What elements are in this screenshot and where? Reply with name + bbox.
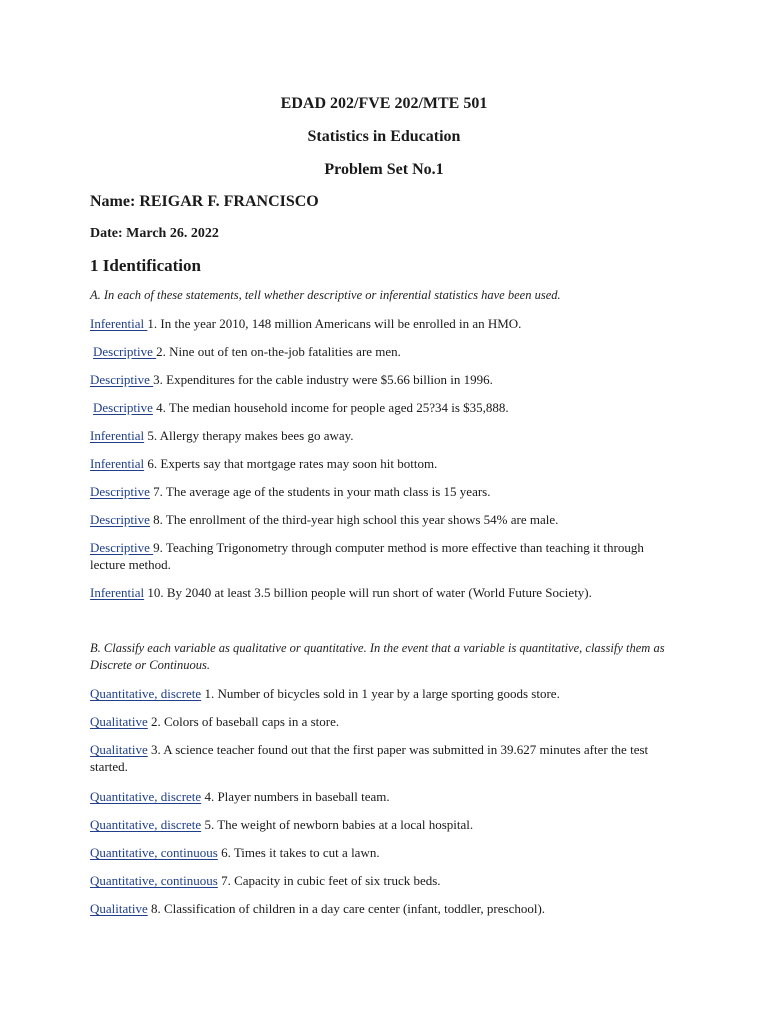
- question-text: 9. Teaching Trigonometry through computer method is more effective than teaching it through lecture method.: [90, 540, 644, 572]
- part-b-item-4: [90, 788, 680, 805]
- section-heading: 1 Identification: [90, 256, 201, 275]
- part-a-item-4: [93, 399, 683, 416]
- question-text: 3. A science teacher found out that the first paper was submitted in 39.627 minutes after the test started.: [90, 742, 649, 774]
- answer-link[interactable]: Qualitative: [90, 714, 148, 729]
- answer-link[interactable]: Descriptive: [90, 484, 150, 499]
- answer-link[interactable]: Descriptive: [93, 344, 157, 359]
- answer-link[interactable]: Inferential: [90, 456, 145, 471]
- question-text: 2. Nine out of ten on-the-job fatalities are men.: [156, 344, 401, 359]
- answer-link[interactable]: Qualitative: [90, 901, 148, 916]
- part-a-item-5: [90, 427, 680, 444]
- part-a-item-7: [90, 483, 680, 500]
- course-title: Statistics in Education: [307, 128, 461, 145]
- question-text: 8. The enrollment of the third-year high school this year shows 54% are male.: [149, 512, 559, 527]
- part-a-item-8: [90, 511, 680, 528]
- part-a-item-3: [90, 371, 680, 388]
- answer-link[interactable]: Inferential: [90, 428, 145, 443]
- answer-link[interactable]: Quantitative, continuous: [90, 845, 218, 860]
- answer-link[interactable]: Descriptive: [90, 540, 154, 555]
- answer-link[interactable]: Qualitative: [90, 742, 148, 757]
- submission-date: Date: March 26. 2022: [90, 226, 219, 241]
- question-text: 4. The median household income for people aged 25?34 is $35,888.: [152, 400, 509, 415]
- course-code: EDAD 202/FVE 202/MTE 501: [280, 95, 488, 112]
- answer-link[interactable]: Quantitative, discrete: [90, 789, 202, 804]
- part-b-item-2: [90, 713, 680, 730]
- question-text: 2. Colors of baseball caps in a store.: [147, 714, 340, 729]
- student-name: Name: REIGAR F. FRANCISCO: [90, 193, 319, 210]
- part-b-item-3: [90, 741, 680, 775]
- question-text: 8. Classification of children in a day care center (infant, toddler, preschool).: [147, 901, 546, 916]
- answer-link[interactable]: Inferential: [90, 316, 148, 331]
- question-text: 7. The average age of the students in your math class is 15 years.: [149, 484, 491, 499]
- part-b-instruction: B. Classify each variable as qualitative or quantitative. In the event that a variable is quantitative, classify them as Discrete or Continuous.: [90, 641, 665, 672]
- part-a-item-6: [90, 455, 680, 472]
- answer-link[interactable]: Descriptive: [90, 372, 154, 387]
- part-a-instruction: A. In each of these statements, tell whether descriptive or inferential statistics have been used.: [90, 288, 561, 302]
- answer-link[interactable]: Quantitative, discrete: [90, 817, 202, 832]
- answer-link[interactable]: Quantitative, discrete: [90, 686, 202, 701]
- question-text: 5. The weight of newborn babies at a local hospital.: [201, 817, 474, 832]
- part-b-item-7: [90, 872, 680, 889]
- part-b-item-8: [90, 900, 680, 917]
- answer-link[interactable]: Quantitative, continuous: [90, 873, 218, 888]
- question-text: 1. Number of bicycles sold in 1 year by a large sporting goods store.: [201, 686, 560, 701]
- part-a-item-9: [90, 539, 680, 573]
- question-text: 10. By 2040 at least 3.5 billion people will run short of water (World Future Society).: [144, 585, 592, 600]
- question-text: 5. Allergy therapy makes bees go away.: [144, 428, 354, 443]
- part-a-item-1: [90, 315, 680, 332]
- problem-set-title: Problem Set No.1: [324, 161, 444, 178]
- question-text: 3. Expenditures for the cable industry were $5.66 billion in 1996.: [153, 372, 493, 387]
- part-a-item-10: [90, 584, 680, 601]
- part-b-item-5: [90, 816, 680, 833]
- question-text: 6. Experts say that mortgage rates may soon hit bottom.: [144, 456, 438, 471]
- question-text: 7. Capacity in cubic feet of six truck beds.: [217, 873, 441, 888]
- answer-link[interactable]: Descriptive: [93, 400, 153, 415]
- question-text: 6. Times it takes to cut a lawn.: [217, 845, 380, 860]
- question-text: 4. Player numbers in baseball team.: [201, 789, 390, 804]
- answer-link[interactable]: Descriptive: [90, 512, 150, 527]
- part-a-item-2: [93, 343, 683, 360]
- question-text: 1. In the year 2010, 148 million Americans will be enrolled in an HMO.: [147, 316, 522, 331]
- part-b-item-6: [90, 844, 680, 861]
- part-b-item-1: [90, 685, 680, 702]
- answer-link[interactable]: Inferential: [90, 585, 145, 600]
